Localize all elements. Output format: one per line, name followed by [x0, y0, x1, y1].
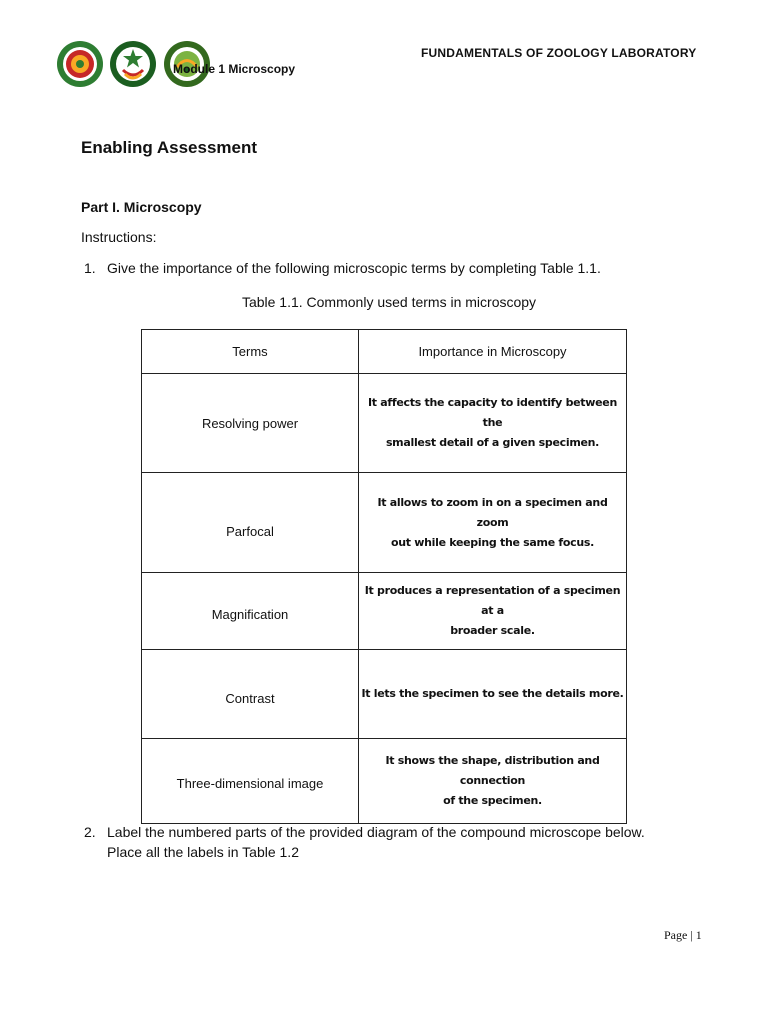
page-title: Enabling Assessment: [81, 138, 258, 157]
table-row: [142, 739, 627, 824]
table-header-row: [142, 330, 627, 374]
term-cell: Three-dimensional image: [142, 739, 359, 824]
importance-line: It lets the specimen to see the details more.: [361, 687, 624, 700]
importance-line: smallest detail of a given specimen.: [385, 436, 600, 449]
importance-header: Importance in Microscopy: [359, 330, 627, 374]
table-caption: Table 1.1. Commonly used terms in microscopy: [241, 294, 537, 310]
item-text: Give the importance of the following microscopic terms by completing Table 1.1.: [107, 260, 601, 276]
part-heading: Part I. Microscopy: [81, 199, 202, 215]
seal-logo-icon: [56, 40, 104, 88]
importance-cell: [359, 473, 627, 573]
module-label: Module 1 Microscopy: [173, 62, 296, 76]
table-row: [142, 374, 627, 473]
table-row: [142, 573, 627, 650]
importance-cell: [359, 374, 627, 473]
instructions-label: Instructions:: [81, 229, 157, 245]
item-text: Label the numbered parts of the provided diagram of the compound microscope below.: [107, 824, 645, 840]
importance-line: out while keeping the same focus.: [390, 535, 595, 549]
importance-line: of the specimen.: [443, 794, 542, 807]
item-number: 1.: [84, 260, 96, 276]
importance-line: It produces a representation of a specimen at a: [364, 584, 621, 617]
importance-line: It shows the shape, distribution and connection: [385, 754, 600, 787]
table-row: [142, 473, 627, 573]
importance-cell: [359, 739, 627, 824]
importance-line: broader scale.: [450, 624, 535, 637]
term-cell: Contrast: [142, 650, 359, 739]
lab-title: FUNDAMENTALS OF ZOOLOGY LABORATORY: [421, 46, 697, 60]
item-number: 2.: [84, 824, 96, 840]
terms-header: Terms: [142, 330, 359, 374]
importance-line: It affects the capacity to identify between the: [368, 396, 617, 429]
terms-table: [141, 329, 627, 824]
item-text: Place all the labels in Table 1.2: [107, 844, 299, 860]
term-cell: Resolving power: [142, 374, 359, 473]
table-row: [142, 650, 627, 739]
importance-cell: [359, 650, 627, 739]
importance-cell: [359, 573, 627, 650]
page-number: Page | 1: [664, 928, 702, 942]
importance-line: It allows to zoom in on a specimen and zoom: [377, 495, 608, 529]
term-cell: Parfocal: [142, 473, 359, 573]
star-seal-logo-icon: [109, 40, 157, 88]
term-cell: Magnification: [142, 573, 359, 650]
